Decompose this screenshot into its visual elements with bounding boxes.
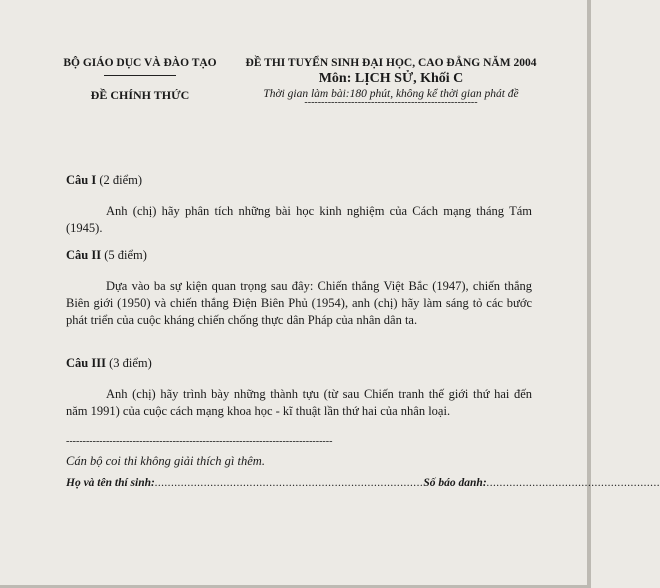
header-separator: ---------------------------------------------------- bbox=[304, 97, 478, 108]
question-title: Câu II bbox=[66, 248, 102, 262]
official-label: ĐỀ CHÍNH THỨC bbox=[90, 88, 190, 102]
question-2 bbox=[66, 247, 532, 329]
question-text: Dựa vào ba sự kiện quan trọng sau đây: Chiến thắng Việt Bắc (1947), chiến thắng Biên giới (1950) và chiến thắng Điện Biên Phủ (1954), anh (chị) hãy làm sáng tỏ các bước phát triển của cuộc kháng chiến chống thực dân Pháp của nhân dân ta. bbox=[66, 279, 532, 327]
question-heading bbox=[66, 247, 532, 264]
candidate-name-label: Họ và tên thí sinh: bbox=[66, 477, 155, 489]
question-title: Câu I bbox=[66, 173, 97, 187]
candidate-id-blank: ..................................................... bbox=[486, 477, 660, 489]
candidate-name-blank: .................................................................................. bbox=[154, 477, 424, 489]
question-points: (2 điểm) bbox=[96, 173, 143, 187]
question-1 bbox=[66, 172, 532, 237]
question-heading bbox=[66, 172, 532, 189]
question-title: Câu III bbox=[66, 356, 106, 370]
question-text: Anh (chị) hãy phân tích những bài học kinh nghiệm của Cách mạng tháng Tám (1945). bbox=[66, 204, 532, 235]
exam-subject: Môn: LỊCH SỬ, Khối C bbox=[318, 71, 464, 86]
question-heading bbox=[66, 355, 532, 372]
proctor-note: Cán bộ coi thi không giải thích gì thêm. bbox=[66, 454, 265, 468]
header-right bbox=[226, 57, 556, 108]
candidate-fields bbox=[66, 477, 660, 489]
exam-time-note: Thời gian làm bài:180 phút, không kể thời gian phát đề bbox=[263, 88, 519, 100]
question-points: (3 điểm) bbox=[105, 356, 152, 370]
candidate-id-label: Số báo danh: bbox=[423, 477, 487, 489]
exam-title: ĐỀ THI TUYỂN SINH ĐẠI HỌC, CAO ĐẲNG NĂM 2004 bbox=[245, 57, 537, 69]
ministry-name: BỘ GIÁO DỤC VÀ ĐÀO TẠO bbox=[63, 57, 217, 69]
header-left bbox=[52, 57, 228, 103]
page-shadow-right bbox=[587, 0, 591, 588]
footer-separator: -------------------------------------------------------------------------------- bbox=[66, 436, 333, 447]
question-3 bbox=[66, 355, 532, 420]
question-text: Anh (chị) hãy trình bày những thành tựu (từ sau Chiến tranh thế giới thứ hai đến năm 1991) của cuộc cách mạng khoa học - kĩ thuật lần thứ hai của nhân loại. bbox=[66, 387, 532, 418]
ministry-underline bbox=[104, 75, 176, 76]
question-points: (5 điểm) bbox=[101, 248, 147, 262]
